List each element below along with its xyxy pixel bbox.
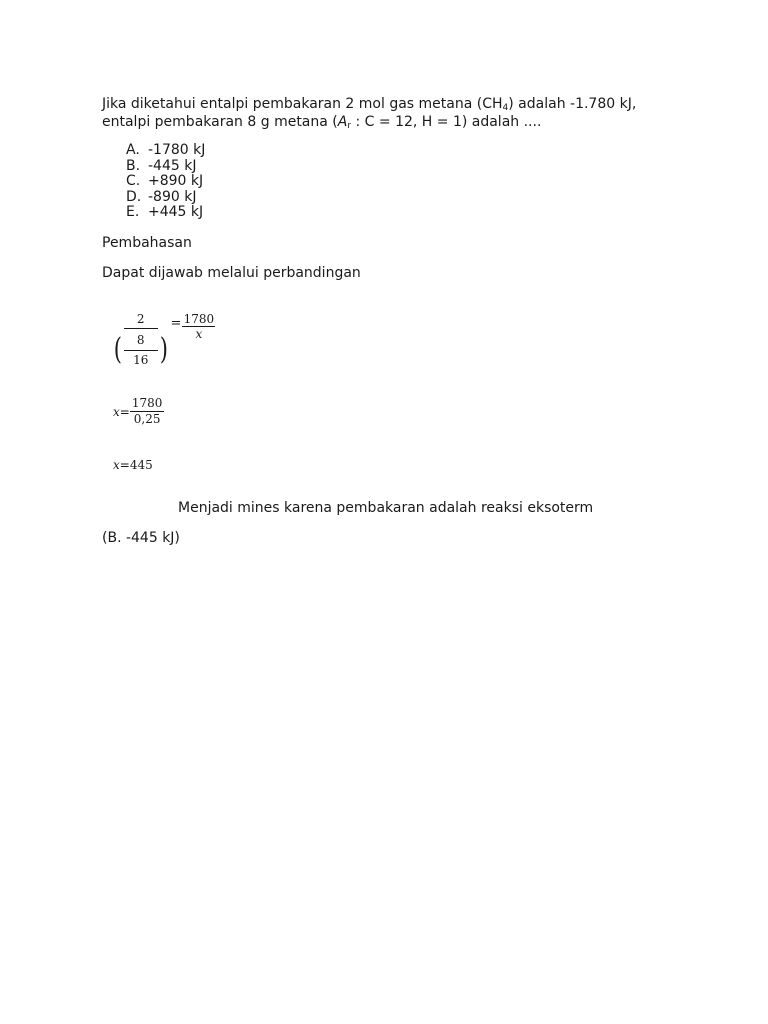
rhs-fraction <box>182 312 215 341</box>
relative-mass-subscript: r <box>347 121 352 131</box>
intro-text: Dapat dijawab melalui perbandingan <box>102 265 361 281</box>
question-line-1-end: ) adalah -1.780 kJ, <box>508 96 637 112</box>
equals-sign: = <box>119 458 130 472</box>
option-text: -1780 kJ <box>148 142 206 158</box>
lhs-numerator: 2 <box>136 312 145 326</box>
option-d <box>126 190 205 206</box>
inner-fraction <box>124 333 158 368</box>
option-letter: B. <box>126 157 141 174</box>
equals-sign: = <box>170 316 182 331</box>
lhs-fraction <box>112 312 169 369</box>
conclusion-text: Menjadi mines karena pembakaran adalah reaksi eksoterm <box>178 500 594 516</box>
rhs-denominator: x <box>195 327 203 341</box>
option-text: -445 kJ <box>148 157 197 174</box>
parenthesized-fraction <box>112 331 169 369</box>
open-paren: ( <box>113 332 122 367</box>
variable-x: x <box>113 458 120 472</box>
inner-numerator: 8 <box>136 332 145 347</box>
variable-x: x <box>113 404 120 419</box>
question-line-2-end: : C = 12, H = 1) adalah .... <box>351 114 542 130</box>
option-e <box>126 205 205 221</box>
fraction-bar <box>124 350 158 351</box>
option-a <box>126 143 205 159</box>
question-line-2 <box>102 114 541 131</box>
equation-solve <box>113 396 164 427</box>
option-text: +445 kJ <box>148 204 204 220</box>
equation-result <box>113 458 153 472</box>
solve-numerator: 1780 <box>131 396 163 410</box>
option-letter: C. <box>126 173 141 189</box>
formula-subscript: 4 <box>502 103 509 113</box>
inner-denominator: 16 <box>133 352 149 367</box>
answer-options <box>126 143 205 221</box>
equation-ratio <box>112 312 215 369</box>
option-text: -890 kJ <box>148 188 197 205</box>
question-line-1-text: Jika diketahui entalpi pembakaran 2 mol gas metana (CH <box>102 96 503 112</box>
relative-mass-symbol: A <box>337 114 348 130</box>
solve-denominator: 0,25 <box>133 412 161 426</box>
rhs-numerator: 1780 <box>183 312 215 326</box>
question-line-1 <box>102 96 636 113</box>
final-answer: (B. -445 kJ) <box>102 530 180 546</box>
option-letter: E. <box>126 204 140 220</box>
question-line-2-text: entalpi pembakaran 8 g metana ( <box>102 114 338 130</box>
option-letter: A. <box>126 142 140 158</box>
equals-sign: = <box>119 404 130 419</box>
fraction-bar <box>124 328 158 329</box>
option-letter: D. <box>126 188 142 205</box>
option-b <box>126 159 205 175</box>
solve-fraction <box>130 396 165 427</box>
option-text: +890 kJ <box>148 173 204 189</box>
section-heading: Pembahasan <box>102 235 192 251</box>
result-value: 445 <box>129 458 153 472</box>
option-c <box>126 174 205 190</box>
close-paren: ) <box>159 332 168 367</box>
